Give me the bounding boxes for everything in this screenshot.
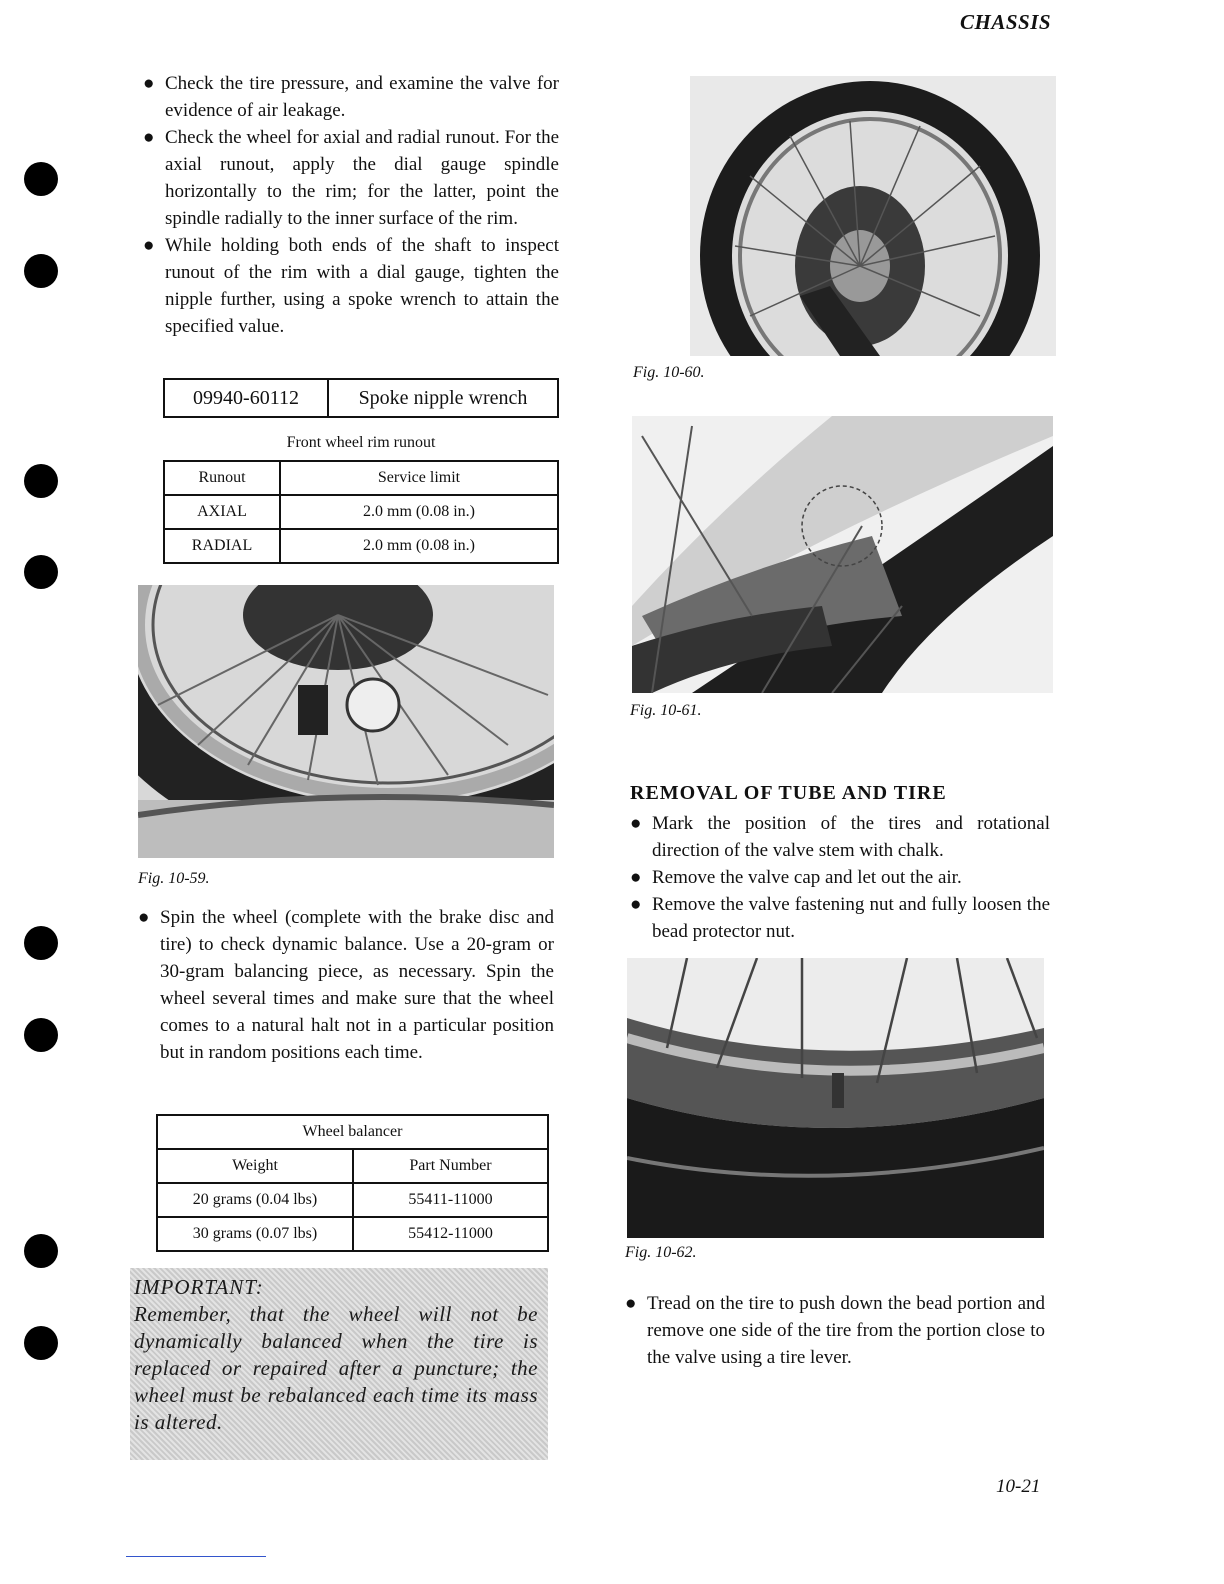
runout-table-title: Front wheel rim runout [286, 434, 436, 451]
weight-header: Weight [157, 1149, 353, 1183]
fig-10-62-caption: Fig. 10-62. [625, 1244, 697, 1261]
runout-type: RADIAL [164, 529, 280, 563]
fig-10-60-photo [690, 76, 1056, 356]
removal-bullets [630, 810, 1050, 945]
footer-line [126, 1556, 266, 1557]
tool-name: Spoke nipple wrench [328, 379, 558, 417]
part-number-header: Part Number [353, 1149, 548, 1183]
bullet-item: ● While holding both ends of the shaft to inspect runout of the rim with a dial gauge, tighten the nipple further, using a spoke wrench to attain the specified value. [143, 235, 559, 337]
bullet-item: ● Spin the wheel (complete with the brake disc and tire) to check dynamic balance. Use a 20-gram or 30-gram balancing piece, as necessary. Spin the wheel several times and make sure that the wheel comes to a natural halt not in a particular position but in random positions each time. [138, 907, 554, 1063]
fig-10-60-caption: Fig. 10-60. [633, 364, 705, 381]
page-number: 10-21 [996, 1476, 1041, 1497]
important-notice [130, 1268, 548, 1460]
binder-hole [24, 1018, 58, 1052]
service-limit-header: Service limit [280, 461, 558, 495]
wheel-balancer-table [156, 1114, 549, 1252]
binder-hole [24, 1234, 58, 1268]
fig-10-61-caption: Fig. 10-61. [630, 702, 702, 719]
bullet-item: ● Check the tire pressure, and examine the valve for evidence of air leakage. [143, 73, 559, 121]
runout-limit: 2.0 mm (0.08 in.) [280, 495, 558, 529]
tool-table [163, 378, 559, 418]
inspection-bullets [143, 70, 559, 340]
fig-10-59-caption: Fig. 10-59. [138, 870, 210, 887]
binder-hole [24, 1326, 58, 1360]
important-text: Remember, that the wheel will not be dynamically balanced when the tire is replaced or repaired after a puncture; the wheel must be rebalanced each time its mass is altered. [134, 1302, 538, 1434]
balance-bullet [138, 904, 554, 1066]
balancer-table-title: Wheel balancer [157, 1115, 548, 1149]
bullet-item: ● Remove the valve fastening nut and fully loosen the bead protector nut. [630, 894, 1050, 942]
binder-hole [24, 254, 58, 288]
runout-table [163, 460, 559, 564]
tread-bullet [625, 1290, 1045, 1371]
balancer-part-number: 55411-11000 [353, 1183, 548, 1217]
binder-hole [24, 926, 58, 960]
runout-header: Runout [164, 461, 280, 495]
balancer-weight: 20 grams (0.04 lbs) [157, 1183, 353, 1217]
fig-10-59-photo [138, 585, 554, 858]
removal-section-title: REMOVAL OF TUBE AND TIRE [630, 782, 947, 804]
bullet-item: ● Remove the valve cap and let out the air. [630, 867, 962, 888]
runout-type: AXIAL [164, 495, 280, 529]
bullet-item: ● Mark the position of the tires and rotational direction of the valve stem with chalk. [630, 813, 1050, 861]
important-heading: IMPORTANT: [134, 1275, 264, 1299]
bullet-item: ● Tread on the tire to push down the bead portion and remove one side of the tire from the portion close to the valve using a tire lever. [625, 1293, 1045, 1368]
fig-10-62-photo [627, 958, 1044, 1238]
fig-10-61-photo [632, 416, 1053, 693]
balancer-weight: 30 grams (0.07 lbs) [157, 1217, 353, 1251]
section-header: CHASSIS [960, 10, 1052, 34]
balancer-part-number: 55412-11000 [353, 1217, 548, 1251]
bullet-item: ● Check the wheel for axial and radial runout. For the axial runout, apply the dial gauge spindle horizontally to the rim; for the latter, point the spindle radially to the inner surface of the rim. [143, 127, 559, 229]
binder-hole [24, 555, 58, 589]
binder-hole [24, 464, 58, 498]
runout-limit: 2.0 mm (0.08 in.) [280, 529, 558, 563]
binder-hole [24, 162, 58, 196]
tool-part-number: 09940-60112 [164, 379, 328, 417]
